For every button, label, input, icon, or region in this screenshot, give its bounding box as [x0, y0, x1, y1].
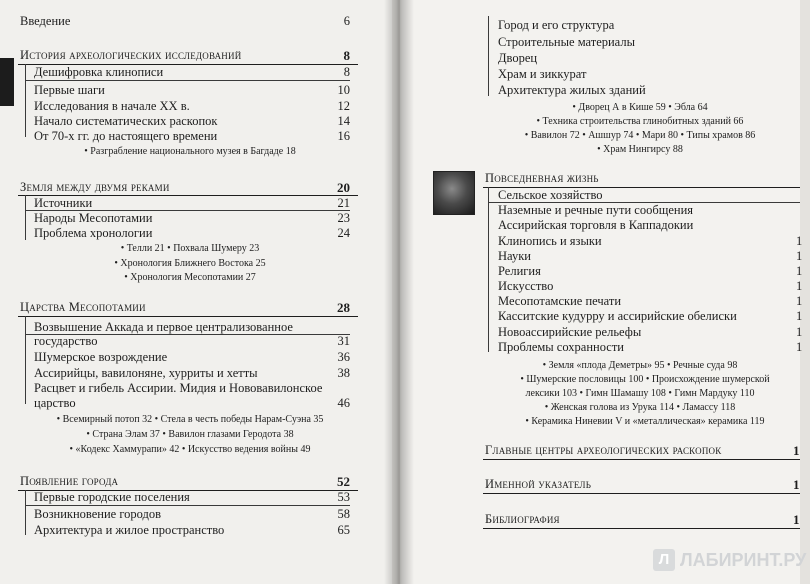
section-page: 52	[337, 474, 350, 489]
toc-page: 14	[337, 114, 350, 128]
cut-page-number: 1	[793, 512, 800, 527]
toc-item: царство	[34, 396, 76, 410]
toc-page: 38	[337, 366, 350, 380]
cut-page-number: 1	[796, 279, 803, 293]
toc-item: Город и его структура	[498, 18, 615, 32]
item-bar	[25, 490, 26, 535]
toc-item: Начало систематических раскопок	[34, 114, 218, 128]
labirint-logo-icon	[653, 549, 675, 571]
section-page: 8	[343, 48, 350, 63]
toc-item: Проблема хронологии	[34, 226, 153, 240]
item-rule	[25, 80, 350, 81]
toc-item: Религия	[498, 264, 541, 278]
toc-item: Касситские кудурру и ассирийские обелиски	[498, 309, 737, 323]
toc-page: 36	[337, 350, 350, 364]
toc-page: 31	[337, 334, 350, 348]
toc-item: Первые городские поселения	[34, 490, 190, 504]
toc-item: Возвышение Аккада и первое централизованное	[34, 320, 293, 334]
toc-page: 46	[337, 396, 350, 410]
toc-item: Источники	[34, 196, 93, 210]
sidebar-line: • Разграбление национального музея в Багдаде 18	[84, 146, 296, 157]
section-title: Царства Месопотамии	[20, 300, 146, 314]
toc-item: Дворец	[498, 51, 538, 65]
sidebar-line: • Всемирный потоп 32 • Стела в честь победы Нарам-Суэна 35	[56, 414, 324, 425]
toc-page: 53	[337, 490, 350, 504]
cut-page-number: 1	[796, 340, 803, 354]
item-bar	[25, 195, 26, 240]
section-rule	[483, 528, 800, 529]
cut-page-number: 1	[796, 294, 803, 308]
section-rule	[483, 459, 800, 460]
toc-item: Месопотамские печати	[498, 294, 622, 308]
toc-item: Архитектура жилых зданий	[498, 83, 646, 97]
watermark-text: ЛАБИРИНТ.РУ	[680, 550, 807, 570]
toc-page: 58	[337, 507, 350, 521]
sidebar-line: • Храм Нингирсу 88	[597, 144, 683, 155]
section-title: Повседневная жизнь	[485, 171, 599, 185]
item-bar	[488, 16, 489, 96]
toc-item: Народы Месопотамии	[34, 211, 153, 225]
toc-page: 8	[343, 65, 350, 79]
toc-page: 65	[337, 523, 350, 537]
section-rule	[18, 316, 358, 317]
sidebar-line: • Земля «плода Деметры» 95 • Речные суда 98	[542, 360, 738, 371]
item-bar	[25, 64, 26, 137]
cut-page-number: 1	[793, 443, 800, 458]
section-rule	[483, 493, 800, 494]
cut-page-number: 1	[793, 477, 800, 492]
cut-page-number: 1	[796, 249, 803, 263]
sidebar-line: • Вавилон 72 • Ашшур 74 • Мари 80 • Типы храмов 86	[524, 130, 756, 141]
toc-item: Строительные материалы	[498, 35, 635, 49]
toc-page: 12	[337, 99, 350, 113]
section-page: 20	[337, 180, 350, 195]
sidebar-line: • Хронология Ближнего Востока 25	[114, 258, 266, 269]
toc-item: Шумерское возрождение	[34, 350, 168, 364]
sidebar-line: • Техника строительства глинобитных зданий 66	[536, 116, 744, 127]
toc-item: Храм и зиккурат	[498, 67, 587, 81]
item-bar	[25, 316, 26, 404]
toc-page: 21	[337, 196, 350, 210]
sidebar-line: • Страна Элам 37 • Вавилон глазами Геродота 38	[86, 429, 294, 440]
section-page: 28	[337, 300, 350, 315]
toc-item: Ассирийцы, вавилоняне, хурриты и хетты	[34, 366, 258, 380]
intro-title: Введение	[20, 14, 71, 28]
sidebar-line: лексики 103 • Гимн Шамашу 108 • Гимн Мардуку 110	[525, 388, 755, 399]
toc-item: Дешифровка клинописи	[34, 65, 164, 79]
section-title: Появление города	[20, 474, 119, 488]
toc-page: 10	[337, 83, 350, 97]
section-title: Библиография	[485, 512, 560, 526]
book-gutter	[384, 0, 414, 584]
toc-page: 24	[337, 226, 350, 240]
item-bar	[488, 187, 489, 352]
toc-item: Науки	[498, 249, 531, 263]
right-page	[400, 0, 803, 584]
toc-item: Первые шаги	[34, 83, 105, 97]
toc-item: Наземные и речные пути сообщения	[498, 203, 694, 217]
logo-letter: Л	[658, 551, 670, 568]
item-rule	[25, 505, 350, 506]
sidebar-line: • Телли 21 • Похвала Шумеру 23	[120, 243, 260, 254]
toc-item: Архитектура и жилое пространство	[34, 523, 225, 537]
left-page	[0, 0, 392, 584]
toc-item: Искусство	[498, 279, 554, 293]
section-title: Именной указатель	[485, 477, 592, 491]
toc-page: 23	[337, 211, 350, 225]
toc-item: государство	[34, 334, 98, 348]
toc-item: Проблемы сохранности	[498, 340, 624, 354]
cut-page-number: 1	[796, 264, 803, 278]
toc-item: От 70-х гг. до настоящего времени	[34, 129, 218, 143]
toc-item: Сельское хозяйство	[498, 188, 603, 202]
toc-item: Расцвет и гибель Ассирии. Мидия и Нововавилонское	[34, 381, 323, 395]
toc-page: 16	[337, 129, 350, 143]
toc-item: Ассирийская торговля в Каппадокии	[498, 218, 694, 232]
cut-page-number: 1	[796, 234, 803, 248]
sidebar-line: • Шумерские пословицы 100 • Происхождение шумерской	[520, 374, 770, 385]
cut-page-number: 1	[796, 309, 803, 323]
section-thumbnail-image	[433, 171, 475, 215]
toc-item: Новоассирийские рельефы	[498, 325, 642, 339]
sidebar-line: • Дворец А в Кише 59 • Эбла 64	[572, 102, 708, 113]
cut-page-number: 1	[796, 325, 803, 339]
section-title: История археологических исследований	[20, 48, 242, 62]
intro-page: 6	[343, 14, 350, 28]
section-title: Земля между двумя реками	[20, 180, 170, 194]
toc-item: Возникновение городов	[34, 507, 162, 521]
toc-item: Клинопись и языки	[498, 234, 602, 248]
sidebar-line: • Керамика Ниневии V и «металлическая» керамика 119	[525, 416, 765, 427]
toc-item: Исследования в начале XX в.	[34, 99, 190, 113]
sidebar-line: • Женская голова из Урука 114 • Ламассу 118	[544, 402, 736, 413]
section-title: Главные центры археологических раскопок	[485, 443, 722, 457]
sidebar-line: • «Кодекс Хаммурапи» 42 • Искусство ведения войны 49	[69, 444, 311, 455]
sidebar-line: • Хронология Месопотамии 27	[124, 272, 256, 283]
page-edge-marker	[0, 58, 14, 106]
